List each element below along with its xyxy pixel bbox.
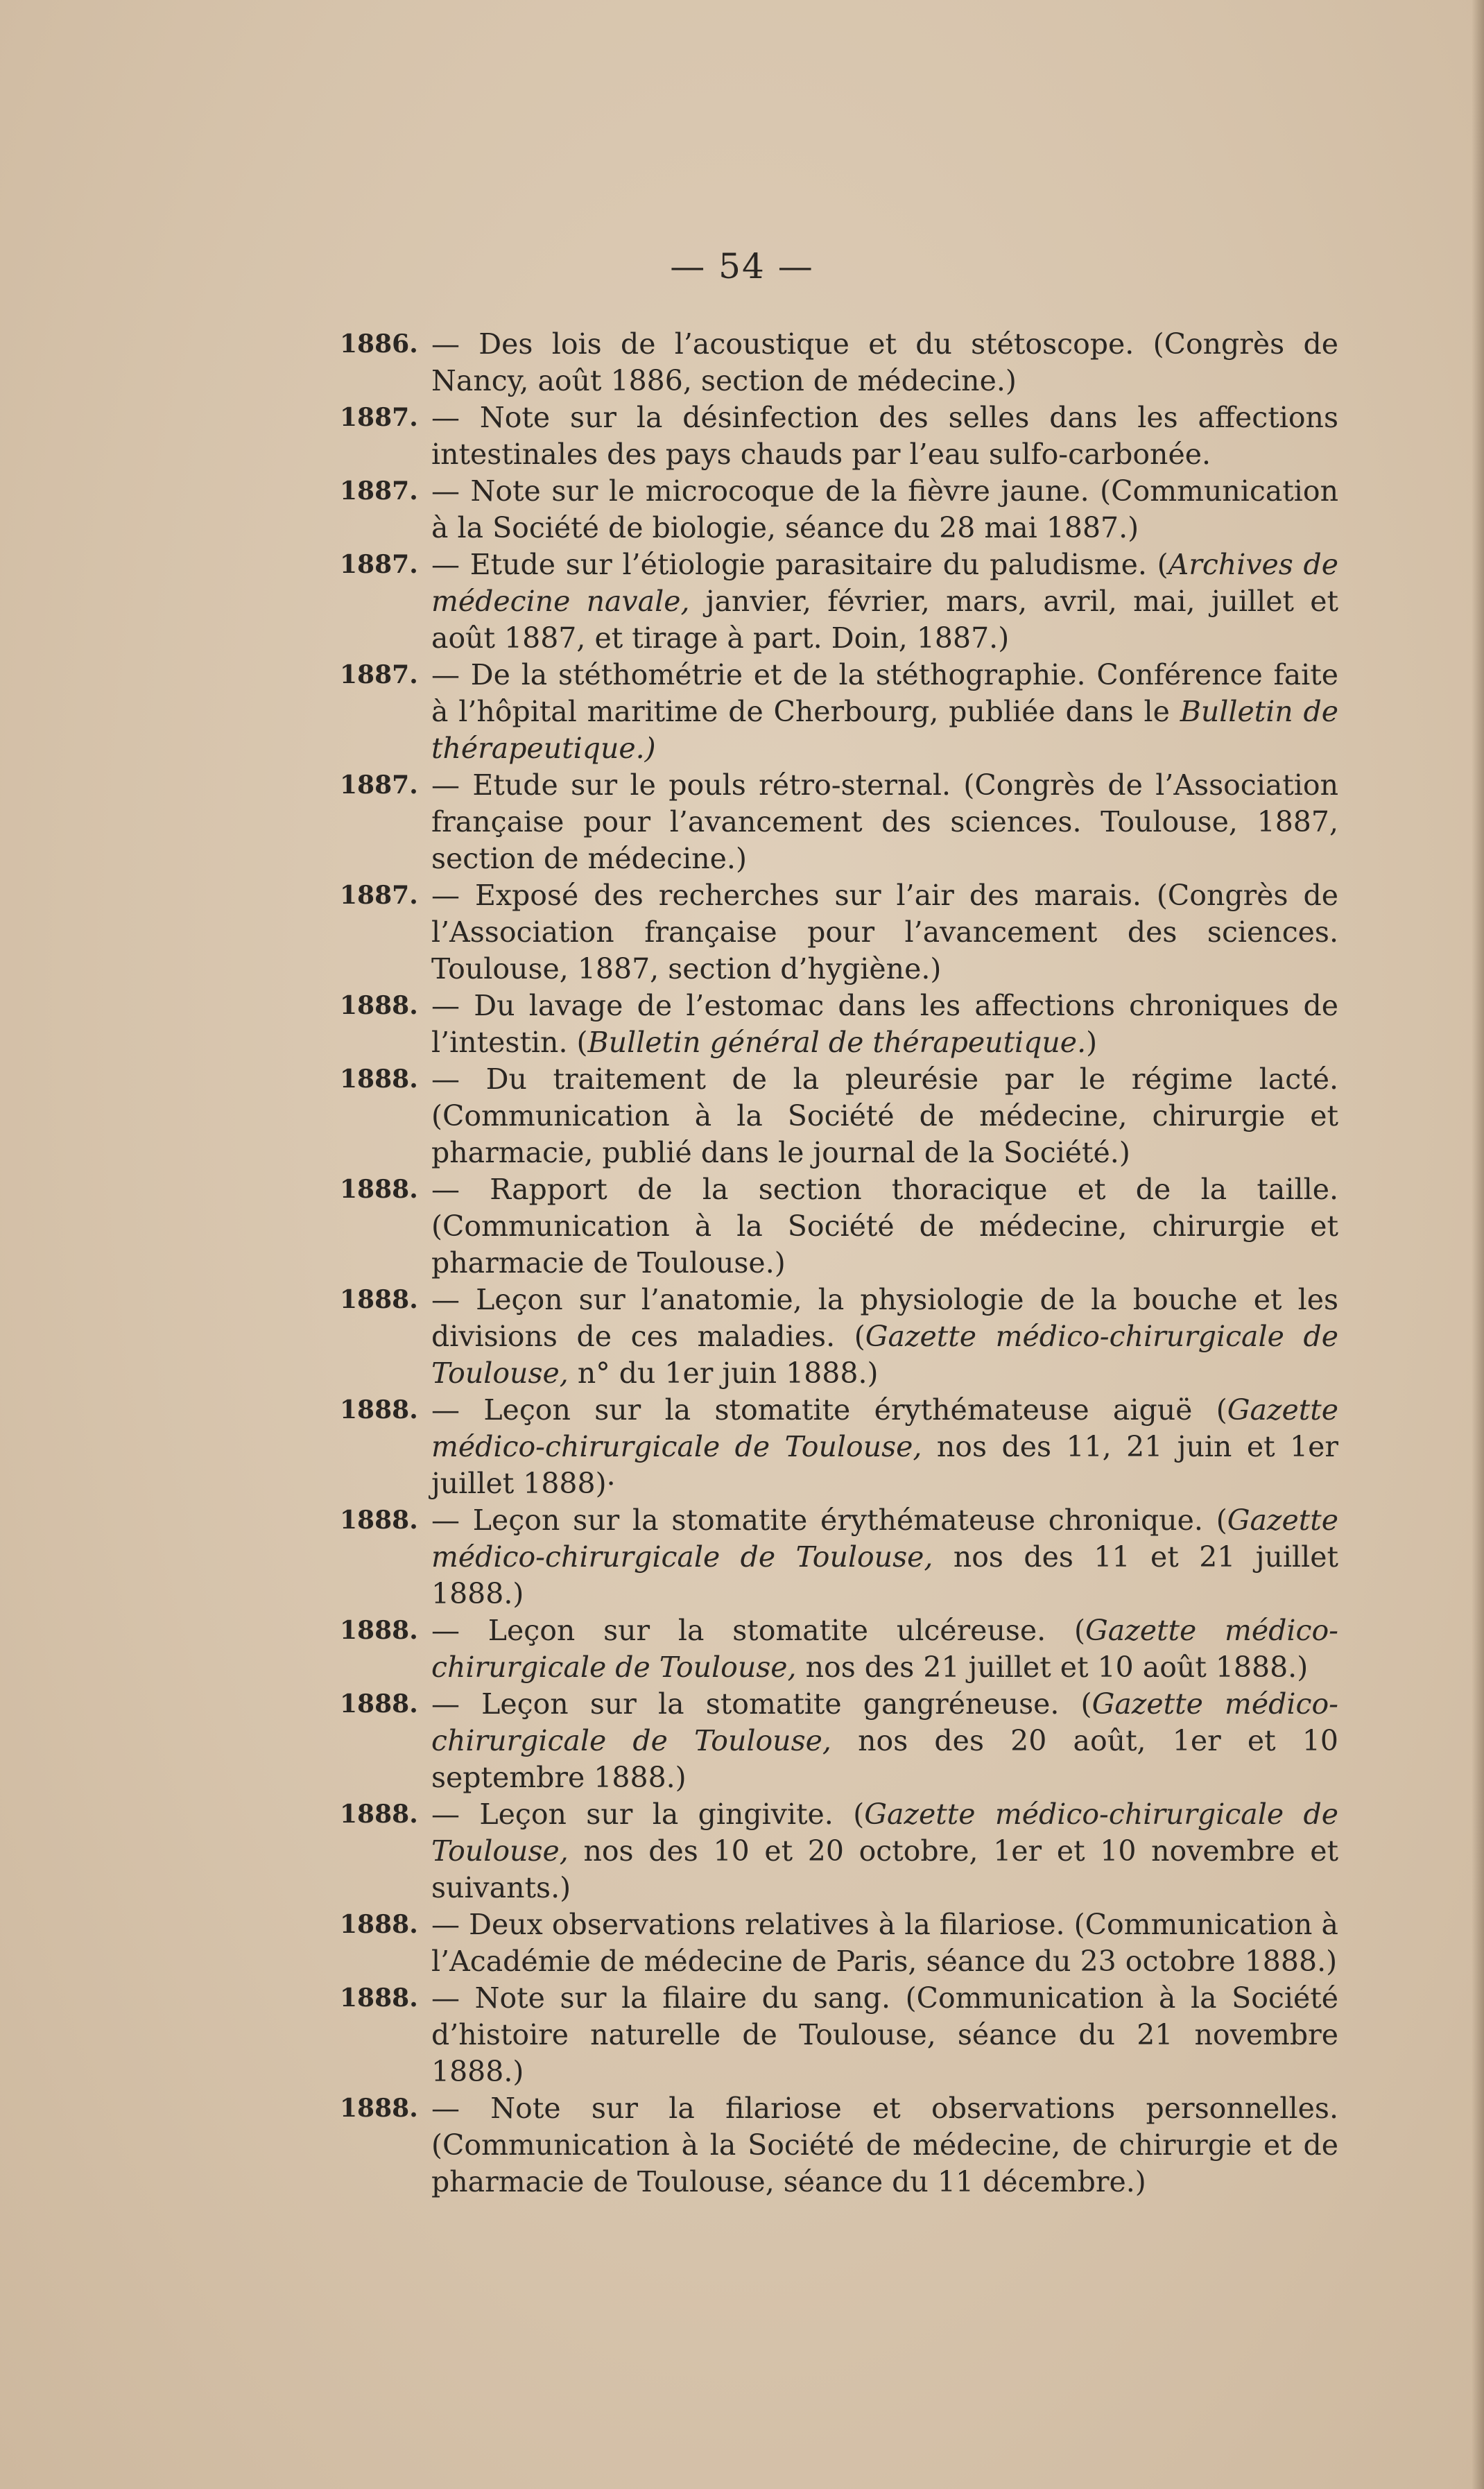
entry-text bbox=[431, 1502, 1338, 1612]
bibliography-entry bbox=[340, 2090, 1338, 2201]
bibliography-entry bbox=[340, 767, 1338, 877]
entry-title-italic: Gazette médico-chirurgicale de Toulouse, bbox=[431, 1798, 1338, 1868]
entry-text-segment: — Note sur la filariose et observations personnelles. (Communication à la Société de médecine, de chirurgie et de pharmacie de Toulouse, séance du 11 décembre.) bbox=[431, 2092, 1338, 2198]
bibliography-list bbox=[340, 326, 1338, 2201]
bibliography-entry bbox=[340, 326, 1338, 399]
entry-text bbox=[431, 1061, 1338, 1171]
entry-text-segment: — Exposé des recherches sur l’air des marais. (Congrès de l’Association française pour l’avancement des sciences. Toulouse, 1887, section d’hygiène.) bbox=[431, 879, 1338, 985]
bibliography-entry bbox=[340, 1282, 1338, 1392]
entry-year: 1888. bbox=[340, 1800, 418, 1829]
entry-text-segment: — Du traitement de la pleurésie par le régime lacté. (Communication à la Société de médecine, chirurgie et pharmacie, publié dans le journal de la Société.) bbox=[431, 1062, 1338, 1169]
entry-title-italic: Gazette médico-chirurgicale de Toulouse, bbox=[431, 1504, 1338, 1574]
entry-text-segment: — De la stéthométrie et de la stéthographie. Conférence faite à l’hôpital maritime de Cherbourg, publiée dans le bbox=[431, 658, 1338, 728]
entry-text bbox=[431, 326, 1338, 399]
page-number: — 54 — bbox=[670, 246, 814, 286]
entry-text bbox=[431, 1686, 1338, 1796]
bibliography-entry bbox=[340, 877, 1338, 988]
entry-text bbox=[431, 877, 1338, 988]
entry-year: 1887. bbox=[340, 660, 418, 689]
entry-year: 1887. bbox=[340, 881, 418, 910]
bibliography-entry bbox=[340, 1061, 1338, 1171]
entry-text bbox=[431, 1171, 1338, 1282]
entry-year: 1888. bbox=[340, 1175, 418, 1204]
entry-text-segment: — Des lois de l’acoustique et du stétoscope. (Congrès de Nancy, août 1886, section de médecine.) bbox=[431, 327, 1338, 397]
bibliography-entry bbox=[340, 1392, 1338, 1502]
entry-year: 1888. bbox=[340, 1983, 418, 2013]
entry-text-segment: nos des 10 et 20 octobre, 1er et 10 novembre et suivants.) bbox=[431, 1834, 1338, 1904]
entry-text bbox=[431, 1612, 1338, 1686]
entry-text bbox=[431, 2090, 1338, 2201]
entry-text-segment: — Etude sur l’étiologie parasitaire du paludisme. ( bbox=[431, 548, 1168, 581]
entry-year: 1887. bbox=[340, 403, 418, 432]
entry-text-segment: n° du 1er juin 1888.) bbox=[568, 1357, 879, 1390]
entry-year: 1888. bbox=[340, 991, 418, 1020]
bibliography-entry bbox=[340, 399, 1338, 473]
entry-text-segment: — Rapport de la section thoracique et de la taille. (Communication à la Société de médecine, chirurgie et pharmacie de Toulouse.) bbox=[431, 1173, 1338, 1280]
bibliography-entry bbox=[340, 988, 1338, 1061]
entry-text-segment: — Leçon sur la gingivite. ( bbox=[431, 1798, 865, 1831]
entry-text-segment: nos des 11, 21 juin et 1er juillet 1888)· bbox=[431, 1430, 1338, 1500]
entry-text-segment: — Leçon sur la stomatite gangréneuse. ( bbox=[431, 1687, 1092, 1721]
entry-text-segment: nos des 20 août, 1er et 10 septembre 1888.) bbox=[431, 1724, 1339, 1794]
entry-text bbox=[431, 473, 1338, 546]
entry-title-italic: Bulletin de thérapeutique.) bbox=[431, 695, 1339, 765]
entry-text bbox=[431, 657, 1338, 767]
entry-year: 1887. bbox=[340, 550, 418, 579]
entry-text bbox=[431, 1392, 1338, 1502]
entry-text-segment: — Note sur la filaire du sang. (Communication à la Société d’histoire naturelle de Toulouse, séance du 21 novembre 1888.) bbox=[431, 1981, 1338, 2088]
entry-title-italic: Gazette médico-chirurgicale de Toulouse, bbox=[431, 1687, 1338, 1757]
bibliography-entry bbox=[340, 1796, 1338, 1906]
entry-year: 1888. bbox=[340, 1285, 418, 1314]
entry-year: 1888. bbox=[340, 1689, 418, 1719]
bibliography-entry bbox=[340, 1686, 1338, 1796]
page-edge-shadow bbox=[1472, 0, 1484, 2489]
bibliography-entry bbox=[340, 1502, 1338, 1612]
entry-year: 1888. bbox=[340, 1506, 418, 1535]
entry-text-segment: — Leçon sur l’anatomie, la physiologie de la bouche et les divisions de ces maladies. ( bbox=[431, 1283, 1338, 1353]
entry-title-italic: Bulletin général de thérapeutique. bbox=[587, 1026, 1087, 1059]
entry-text bbox=[431, 1282, 1338, 1392]
entry-year: 1888. bbox=[340, 2094, 418, 2123]
entry-text bbox=[431, 767, 1338, 877]
bibliography-entry bbox=[340, 1171, 1338, 1282]
bibliography-entry bbox=[340, 1612, 1338, 1686]
entry-text-segment: — Note sur la désinfection des selles dans les affections intestinales des pays chauds par l’eau sulfo-carbonée. bbox=[431, 401, 1338, 471]
entry-year: 1887. bbox=[340, 770, 418, 800]
entry-text bbox=[431, 1980, 1338, 2090]
entry-text-segment: — Etude sur le pouls rétro-sternal. (Congrès de l’Association française pour l’avancement des sciences. Toulouse, 1887, section de médecine.) bbox=[431, 768, 1338, 875]
bibliography-entry bbox=[340, 473, 1338, 546]
entry-title-italic: Gazette médico-chirurgicale de Toulouse, bbox=[431, 1393, 1338, 1463]
entry-title-italic: Archives de médecine navale, bbox=[431, 548, 1338, 618]
entry-year: 1888. bbox=[340, 1910, 418, 1939]
entry-text-segment: ) bbox=[1086, 1026, 1098, 1059]
bibliography-entry bbox=[340, 1906, 1338, 1980]
entry-text bbox=[431, 1796, 1338, 1906]
entry-text bbox=[431, 988, 1338, 1061]
entry-text-segment: janvier, février, mars, avril, mai, juillet et août 1887, et tirage à part. Doin, 1887.) bbox=[431, 585, 1339, 655]
entry-title-italic: Gazette médico-chirurgicale de Toulouse, bbox=[431, 1320, 1338, 1390]
entry-text-segment: — Note sur le microcoque de la fièvre jaune. (Communication à la Société de biologie, séance du 28 mai 1887.) bbox=[431, 474, 1338, 544]
entry-title-italic: Gazette médico-chirurgicale de Toulouse, bbox=[431, 1614, 1338, 1684]
entry-text bbox=[431, 546, 1338, 657]
entry-text-segment: nos des 21 juillet et 10 août 1888.) bbox=[796, 1651, 1309, 1684]
entry-year: 1886. bbox=[340, 329, 418, 359]
bibliography-entry bbox=[340, 1980, 1338, 2090]
entry-text-segment: — Leçon sur la stomatite érythémateuse chronique. ( bbox=[431, 1504, 1227, 1537]
entry-year: 1887. bbox=[340, 476, 418, 506]
entry-text-segment: — Leçon sur la stomatite ulcéreuse. ( bbox=[431, 1614, 1085, 1647]
entry-text-segment: — Deux observations relatives à la filariose. (Communication à l’Académie de médecine de Paris, séance du 23 octobre 1888.) bbox=[431, 1908, 1338, 1978]
bibliography-entry bbox=[340, 657, 1338, 767]
entry-text-segment: — Leçon sur la stomatite érythémateuse aiguë ( bbox=[431, 1393, 1227, 1427]
entry-text-segment: — Du lavage de l’estomac dans les affections chroniques de l’intestin. ( bbox=[431, 989, 1338, 1059]
entry-text bbox=[431, 399, 1338, 473]
bibliography-entry bbox=[340, 546, 1338, 657]
entry-year: 1888. bbox=[340, 1065, 418, 1094]
entry-year: 1888. bbox=[340, 1616, 418, 1645]
entry-text bbox=[431, 1906, 1338, 1980]
entry-text-segment: nos des 11 et 21 juillet 1888.) bbox=[431, 1540, 1338, 1610]
entry-year: 1888. bbox=[340, 1395, 418, 1424]
